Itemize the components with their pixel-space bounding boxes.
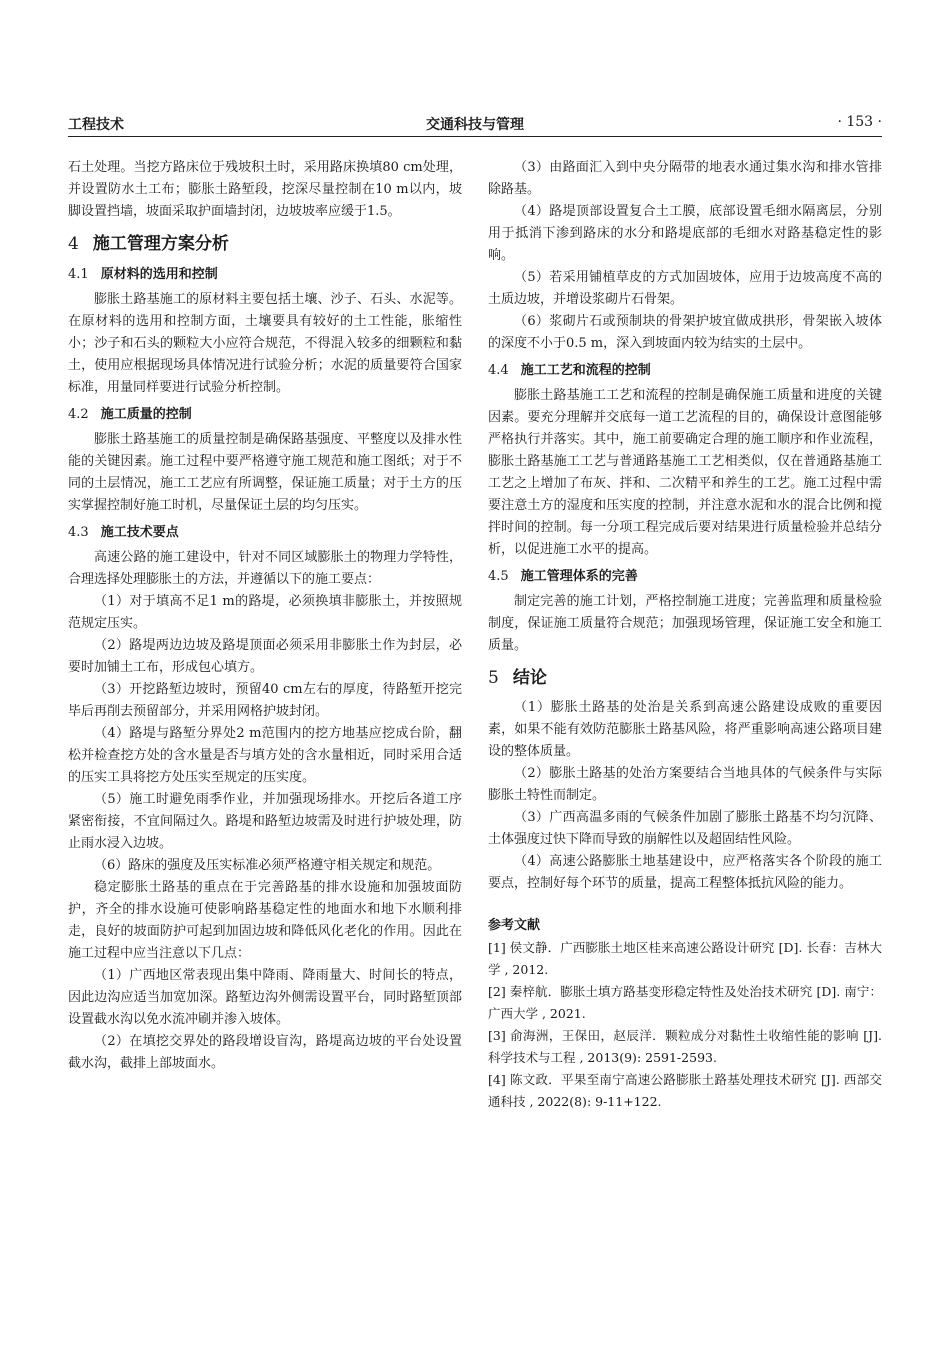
list-item: （5）施工时避免雨季作业，并加强现场排水。开挖后各道工序紧密衔接，不宜间隔过久。路堤和路堑边坡需及时进行护坡处理，防止雨水浸入边坡。 bbox=[68, 792, 462, 851]
list-item: （4）路堤顶部设置复合土工膜，底部设置毛细水隔离层，分别用于抵消下渗到路床的水分和路堤底部的毛细水对路基稳定性的影响。 bbox=[488, 204, 882, 263]
section-4-3-heading: 4.3 施工技术要点 bbox=[68, 525, 179, 540]
reference-item: [4] 陈文政．平果至南宁高速公路膨胀土路基处理技术研究 [J]. 西部交通科技 , 2022(8): 9-11+122. bbox=[488, 1072, 882, 1109]
header-page-number: · 153 · bbox=[837, 114, 882, 130]
list-item: （1）广西地区常表现出集中降雨、降雨量大、时间长的特点，因此边沟应适当加宽加深。路堑边沟外侧需设置平台，同时路堑顶部设置截水沟以免水流冲刷并渗入坡体。 bbox=[68, 968, 462, 1027]
list-item: （6）浆砌片石或预制块的骨架护坡宜做成拱形，骨架嵌入坡体的深度不小于0.5 m，深入到坡面内较为结实的土层中。 bbox=[488, 314, 882, 351]
list-item: （4）路堤与路堑分界处2 m范围内的挖方地基应挖成台阶，翻松并检查挖方处的含水量是否与填方处的含水量相近，同时采用合适的压实工具将挖方处压实至规定的压实度。 bbox=[68, 726, 462, 785]
list-item: （6）路床的强度及压实标准必须严格遵守相关规定和规范。 bbox=[94, 858, 441, 873]
list-item: （1）对于填高不足1 m的路堤，必须换填非膨胀土，并按照规范规定压实。 bbox=[68, 594, 462, 631]
list-item: （2）膨胀土路基的处治方案要结合当地具体的气候条件与实际膨胀土特性而制定。 bbox=[488, 766, 882, 803]
section-4-1-heading: 4.1 原材料的选用和控制 bbox=[68, 267, 218, 282]
reference-item: [2] 秦梓航．膨胀土填方路基变形稳定特性及处治技术研究 [D]. 南宁：广西大学 , 2021. bbox=[488, 984, 882, 1021]
section-4-1-body: 膨胀土路基施工的原材料主要包括土壤、沙子、石头、水泥等。在原材料的选用和控制方面，土壤要具有较好的土工性能，胀缩性小；沙子和石头的颗粒大小应符合规范，不得混入较多的细颗粒和黏土，使用应根据现场具体情况进行试验分析；水泥的质量要符合国家标准，用量同样要进行试验分析控制。 bbox=[68, 292, 462, 395]
reference-item: [3] 俞海洲，王保田，赵辰洋．颗粒成分对黏性土收缩性能的影响 [J]. 科学技术与工程 , 2013(9): 2591-2593. bbox=[488, 1028, 882, 1065]
right-column bbox=[488, 157, 882, 1113]
section-4-5-body: 制定完善的施工计划，严格控制施工进度；完善监理和质量检验制度，保证施工质量符合规范；加强现场管理，保证施工安全和施工质量。 bbox=[488, 594, 882, 653]
list-item: （4）高速公路膨胀土地基建设中，应严格落实各个阶段的施工要点，控制好每个环节的质量，提高工程整体抵抗风险的能力。 bbox=[488, 854, 882, 891]
intro-paragraph: 石土处理。当挖方路床位于残坡积土时，采用路床换填80 cm处理，并设置防水土工布；膨胀土路堑段，挖深尽量控制在10 m以内，坡脚设置挡墙，坡面采取护面墙封闭，边坡坡率应缓于1.5。 bbox=[68, 160, 462, 219]
section-4-2-body: 膨胀土路基施工的质量控制是确保路基强度、平整度以及排水性能的关键因素。施工过程中要严格遵守施工规范和施工图纸；对于不同的土层情况，施工工艺应有所调整，保证施工质量；对于土方的压实掌握控制好施工时机，尽量保证土层的均匀压实。 bbox=[68, 432, 462, 513]
section-5-heading: 5 结论 bbox=[488, 668, 547, 688]
list-item: （3）开挖路堑边坡时，预留40 cm左右的厚度，待路堑开挖完毕后再削去预留部分，并采用网格护坡封闭。 bbox=[68, 682, 462, 719]
list-item: （3）广西高温多雨的气候条件加剧了膨胀土路基不均匀沉降、土体强度过快下降而导致的崩解性以及超固结性风险。 bbox=[488, 810, 882, 847]
section-4-3-body: 高速公路的施工建设中，针对不同区域膨胀土的物理力学特性，合理选择处理膨胀土的方法，并遵循以下的施工要点： bbox=[68, 550, 462, 587]
section-4-2-heading: 4.2 施工质量的控制 bbox=[68, 407, 192, 422]
list-item: （5）若采用铺植草皮的方式加固坡体，应用于边坡高度不高的土质边坡，并增设浆砌片石骨架。 bbox=[488, 270, 882, 307]
header-journal: 交通科技与管理 bbox=[426, 117, 524, 133]
list-item: （2）在填挖交界处的路段增设盲沟，路堤高边坡的平台处设置截水沟，截排上部坡面水。 bbox=[68, 1034, 462, 1071]
list-item: （1）膨胀土路基的处治是关系到高速公路建设成败的重要因素，如果不能有效防范膨胀土路基风险，将严重影响高速公路项目建设的整体质量。 bbox=[488, 700, 882, 759]
section-4-4-body: 膨胀土路基施工工艺和流程的控制是确保施工质量和进度的关键因素。要充分理解并交底每一道工艺流程的目的，确保设计意图能够严格执行并落实。其中，施工前要确定合理的施工顺序和作业流程，膨胀土路基施工工艺与普通路基施工工艺相类似，仅在普通路基施工工艺之上增加了布灰、拌和、二次精平和养生的工艺。施工过程中需要注意土方的湿度和压实度的控制，并注意水泥和水的混合比例和搅拌时间的控制。每一分项工程完成后要对结果进行质量检验并总结分析，以促进施工水平的提高。 bbox=[488, 388, 882, 557]
reference-item: [1] 侯文静．广西膨胀土地区桂来高速公路设计研究 [D]. 长春：吉林大学 , 2012. bbox=[488, 940, 882, 977]
list-item: （2）路堤两边边坡及路堤顶面必须采用非膨胀土作为封层，必要时加铺土工布，形成包心填方。 bbox=[68, 638, 462, 675]
section-4-5-heading: 4.5 施工管理体系的完善 bbox=[488, 569, 638, 584]
section-4-heading: 4 施工管理方案分析 bbox=[68, 234, 229, 254]
left-column bbox=[68, 157, 462, 1075]
list-item: （3）由路面汇入到中央分隔带的地表水通过集水沟和排水管排除路基。 bbox=[488, 160, 882, 197]
running-header bbox=[68, 114, 882, 137]
header-section: 工程技术 bbox=[68, 117, 124, 133]
section-4-3-body-2: 稳定膨胀土路基的重点在于完善路基的排水设施和加强坡面防护，齐全的排水设施可使影响路基稳定性的地面水和地下水顺利排走，良好的坡面防护可起到加固边坡和降低风化老化的作用。因此在施工过程中应当注意以下几点： bbox=[68, 880, 462, 961]
section-4-4-heading: 4.4 施工工艺和流程的控制 bbox=[488, 363, 651, 378]
references-title: 参考文献 bbox=[488, 918, 541, 933]
